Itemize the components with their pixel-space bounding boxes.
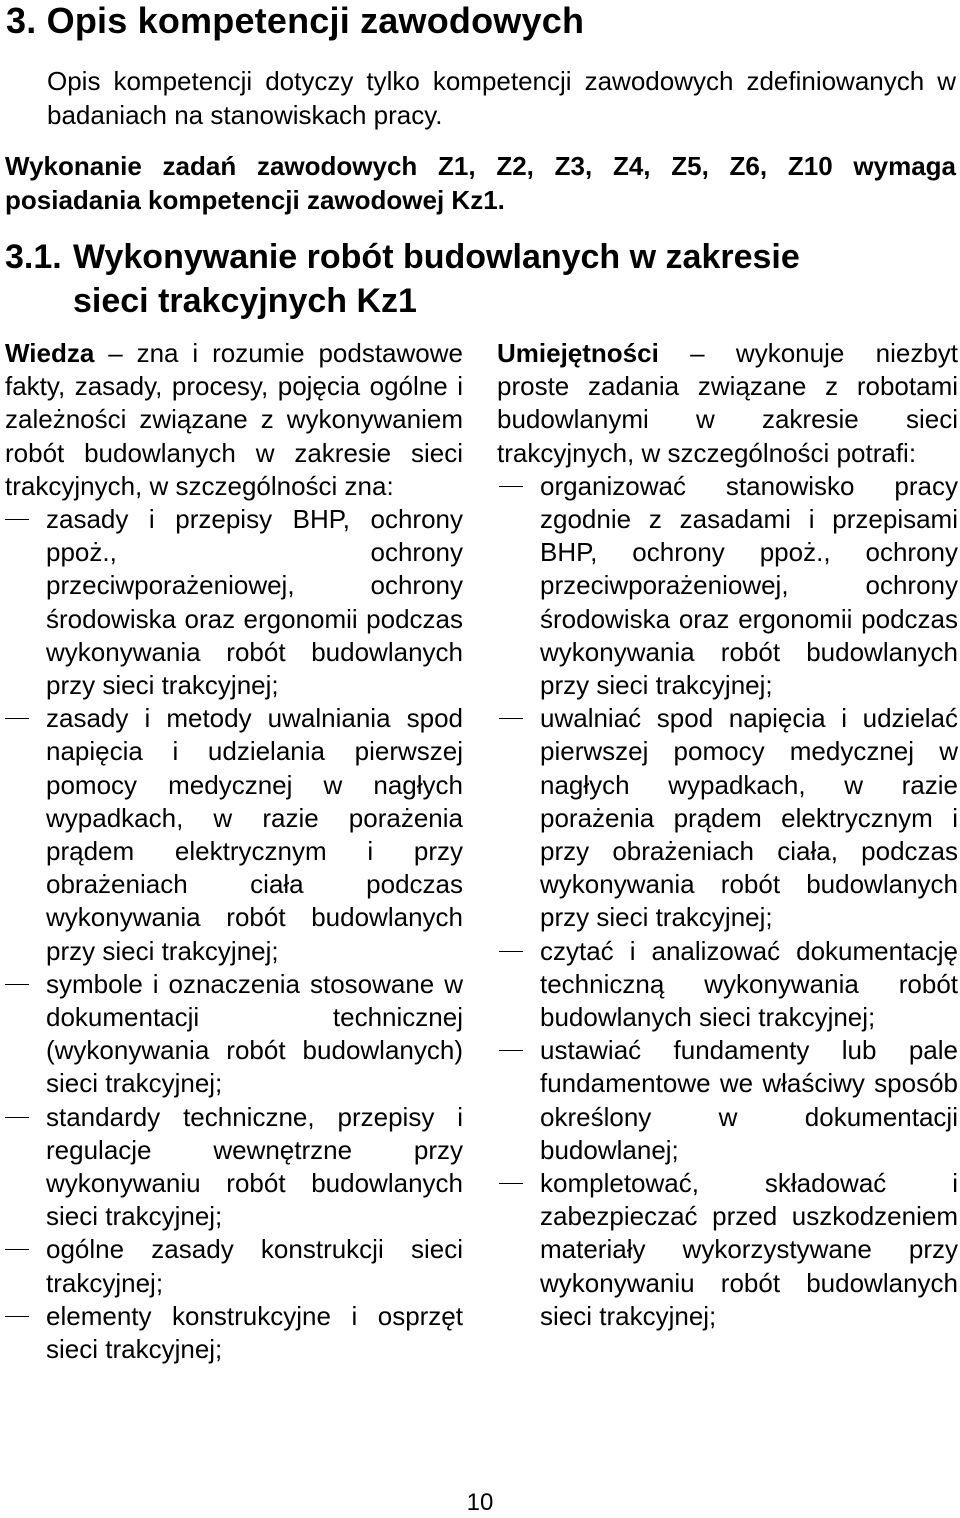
skills-lead: Umiejętności [497, 338, 659, 368]
dash-bullet-icon [499, 718, 523, 719]
dash-bullet-icon [5, 1249, 29, 1250]
dash-bullet-icon [5, 519, 29, 520]
skills-item [497, 702, 958, 934]
knowledge-item-text: symbole i oznaczenia stosowane w dokumentacji technicznej (wykonywania robót budowlanych) sieci trakcyjnej; [46, 968, 463, 1099]
skills-item [497, 1034, 958, 1167]
skills-list [497, 470, 958, 1333]
section-number: 3.1. [5, 238, 62, 276]
skills-intro-text: – wykonuje niezbyt proste zadania związane z robotami budowlanymi w zakresie sieci trakcyjnych, w szczególności potrafi: [497, 338, 958, 468]
skills-column [497, 337, 958, 1333]
knowledge-item-text: zasady i metody uwalniania spod napięcia i udzielania pierwszej pomocy medycznej w nagłych wypadkach, w razie porażenia prądem elektrycznym i przy obrażeniach ciała podczas wykonywania robót budowlanych przy sieci trakcyjnej; [46, 703, 463, 966]
knowledge-column [5, 337, 463, 1366]
skills-item-text: organizować stanowisko pracy zgodnie z zasadami i przepisami BHP, ochrony ppoż., ochrony przeciwporażeniowej, ochrony środowiska oraz ergonomii podczas wykonywania robót budowlanych przy sieci trakcyjnej; [540, 470, 958, 701]
skills-item [497, 1167, 958, 1333]
skills-item [497, 935, 958, 1035]
dash-bullet-icon [5, 984, 29, 985]
knowledge-item-text: elementy konstrukcyjne i osprzęt sieci trakcyjnej; [46, 1300, 463, 1365]
knowledge-item-text: ogólne zasady konstrukcji sieci trakcyjnej; [46, 1234, 463, 1298]
knowledge-item [5, 1233, 463, 1299]
dash-bullet-icon [5, 1117, 29, 1118]
section-title-line1: Wykonywanie robót budowlanych w zakresie [73, 238, 800, 276]
knowledge-item [5, 1101, 463, 1234]
knowledge-item [5, 968, 463, 1101]
section-heading [5, 235, 800, 323]
skills-item-text: kompletować, składować i zabezpieczać przed uszkodzeniem materiały wykorzystywane przy wykonywaniu robót budowlanych sieci trakcyjnej; [540, 1168, 958, 1331]
dash-bullet-icon [499, 486, 523, 487]
tasks-paragraph: Wykonanie zadań zawodowych Z1, Z2, Z3, Z4, Z5, Z6, Z10 wymaga posiadania kompetencji zawodowej Kz1. [5, 151, 956, 215]
knowledge-item-text: zasady i przepisy BHP, ochrony ppoż., ochrony przeciwporażeniowej, ochrony środowiska oraz ergonomii podczas wykonywania robót budowlanych przy sieci trakcyjnej; [46, 504, 463, 701]
dash-bullet-icon [499, 951, 523, 952]
skills-item-text: uwalniać spod napięcia i udzielać pierwszej pomocy medycznej w nagłych wypadkach, w razie porażenia prądem elektrycznym i przy obrażeniach ciała, podczas wykonywania robót budowlanych przy sieci trakcyjnej; [540, 703, 958, 933]
intro-text: Opis kompetencji dotyczy tylko kompetencji zawodowych zdefiniowanych w badaniach na stanowiskach pracy. [47, 66, 956, 130]
knowledge-item [5, 503, 463, 702]
knowledge-item [5, 702, 463, 968]
section-title-line2: sieci trakcyjnych Kz1 [73, 282, 417, 320]
knowledge-list [5, 503, 463, 1366]
page-number: 10 [466, 1489, 494, 1516]
page-heading: 3. Opis kompetencji zawodowych [6, 0, 585, 41]
skills-item [497, 470, 958, 702]
knowledge-intro-text: – zna i rozumie podstawowe fakty, zasady, procesy, pojęcia ogólne i zależności związane z wykonywaniem robót budowlanych w zakresie sieci trakcyjnych, w szczególności zna: [5, 338, 463, 501]
knowledge-intro [5, 337, 463, 503]
skills-item-text: czytać i analizować dokumentację techniczną wykonywania robót budowlanych sieci trakcyjnej; [540, 935, 958, 1033]
dash-bullet-icon [499, 1183, 523, 1184]
knowledge-lead: Wiedza [5, 338, 95, 368]
intro-paragraph [5, 64, 956, 132]
dash-bullet-icon [5, 718, 29, 719]
skills-item-text: ustawiać fundamenty lub pale fundamentowe we właściwy sposób określony w dokumentacji budowlanej; [540, 1035, 958, 1165]
knowledge-item-text: standardy techniczne, przepisy i regulacje wewnętrzne przy wykonywaniu robót budowlanych sieci trakcyjnej; [46, 1101, 463, 1232]
dash-bullet-icon [5, 1316, 29, 1317]
skills-intro [497, 337, 958, 470]
dash-bullet-icon [499, 1050, 523, 1051]
knowledge-item [5, 1300, 463, 1366]
